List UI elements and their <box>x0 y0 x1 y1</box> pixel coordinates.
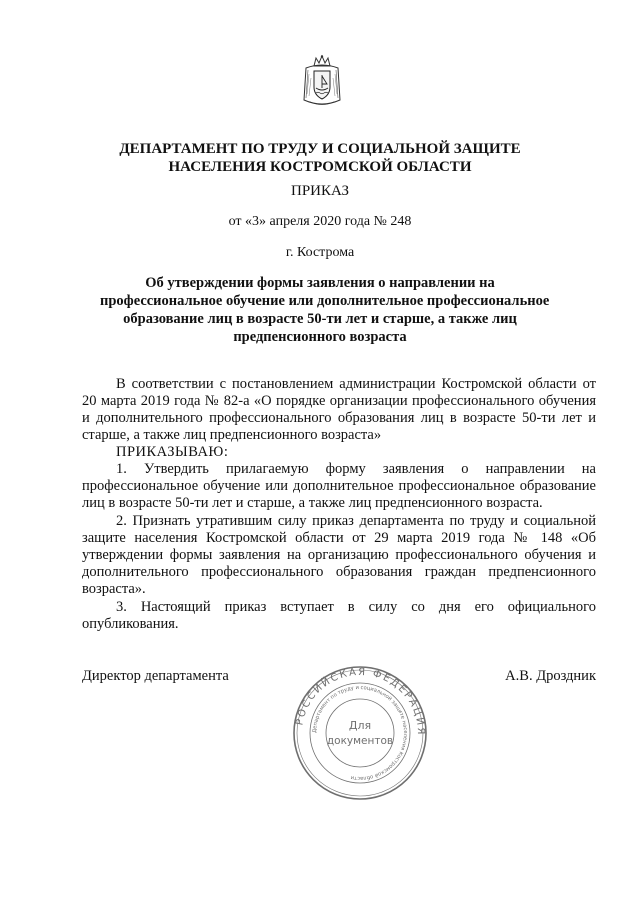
order-item-3: 3. Настоящий приказ вступает в силу со дня его официального опубликования. <box>82 599 596 632</box>
seal-outer-text: РОССИЙСКАЯ ФЕДЕРАЦИЯ <box>294 666 427 737</box>
order-date: от «3» апреля 2020 года № 248 <box>228 214 412 229</box>
order-item-1: 1. Утвердить прилагаемую форму заявления о направлении на профессиональное обучение или дополнительное профессиональное образование лиц в возрасте 50-ти лет и старше, а также лиц предпенсионного возраста. <box>82 461 596 511</box>
signatory-position: Директор департамента <box>82 668 229 684</box>
department-header <box>82 140 558 176</box>
order-title <box>100 274 550 346</box>
order-body <box>82 376 596 633</box>
title-line: образование лиц в возрасте 50-ти лет и старше, а также лиц <box>123 311 517 327</box>
decree-word: ПРИКАЗЫВАЮ: <box>116 444 229 460</box>
official-seal-icon <box>290 663 430 803</box>
title-line: профессиональное обучение или дополнительное профессиональное <box>100 293 550 309</box>
order-word: ПРИКАЗ <box>291 183 349 199</box>
signatory-name: А.В. Дроздник <box>505 668 596 684</box>
department-line: НАСЕЛЕНИЯ КОСТРОМСКОЙ ОБЛАСТИ <box>168 159 472 175</box>
order-city: г. Кострома <box>285 245 355 260</box>
order-item-2: 2. Признать утратившим силу приказ департамента по труду и социальной защите населения Костромской области от 29 марта 2019 года № 148 «Об утверждении формы заявления на организацию профессионального обучения и дополнительного профессионального образования граждан предпенсионного возраста». <box>82 513 596 597</box>
seal-inner-text: Департамент по труду и социальной защите населения Костромской области <box>311 684 409 782</box>
seal-center-line-2: документов <box>326 735 394 747</box>
coat-of-arms-icon <box>300 54 344 108</box>
preamble-paragraph: В соответствии с постановлением администрации Костромской области от 20 марта 2019 года № 82-а «О порядке организации профессионального обучения и дополнительного профессионального образования лиц в возрасте 50-ти лет и старше, а также лиц предпенсионного возраста» <box>82 376 596 443</box>
seal-center-line-1: Для <box>348 719 372 732</box>
title-line: Об утверждении формы заявления о направлении на <box>145 275 495 291</box>
department-line: ДЕПАРТАМЕНТ ПО ТРУДУ И СОЦИАЛЬНОЙ ЗАЩИТЕ <box>119 141 521 157</box>
title-line: предпенсионного возраста <box>233 329 407 345</box>
